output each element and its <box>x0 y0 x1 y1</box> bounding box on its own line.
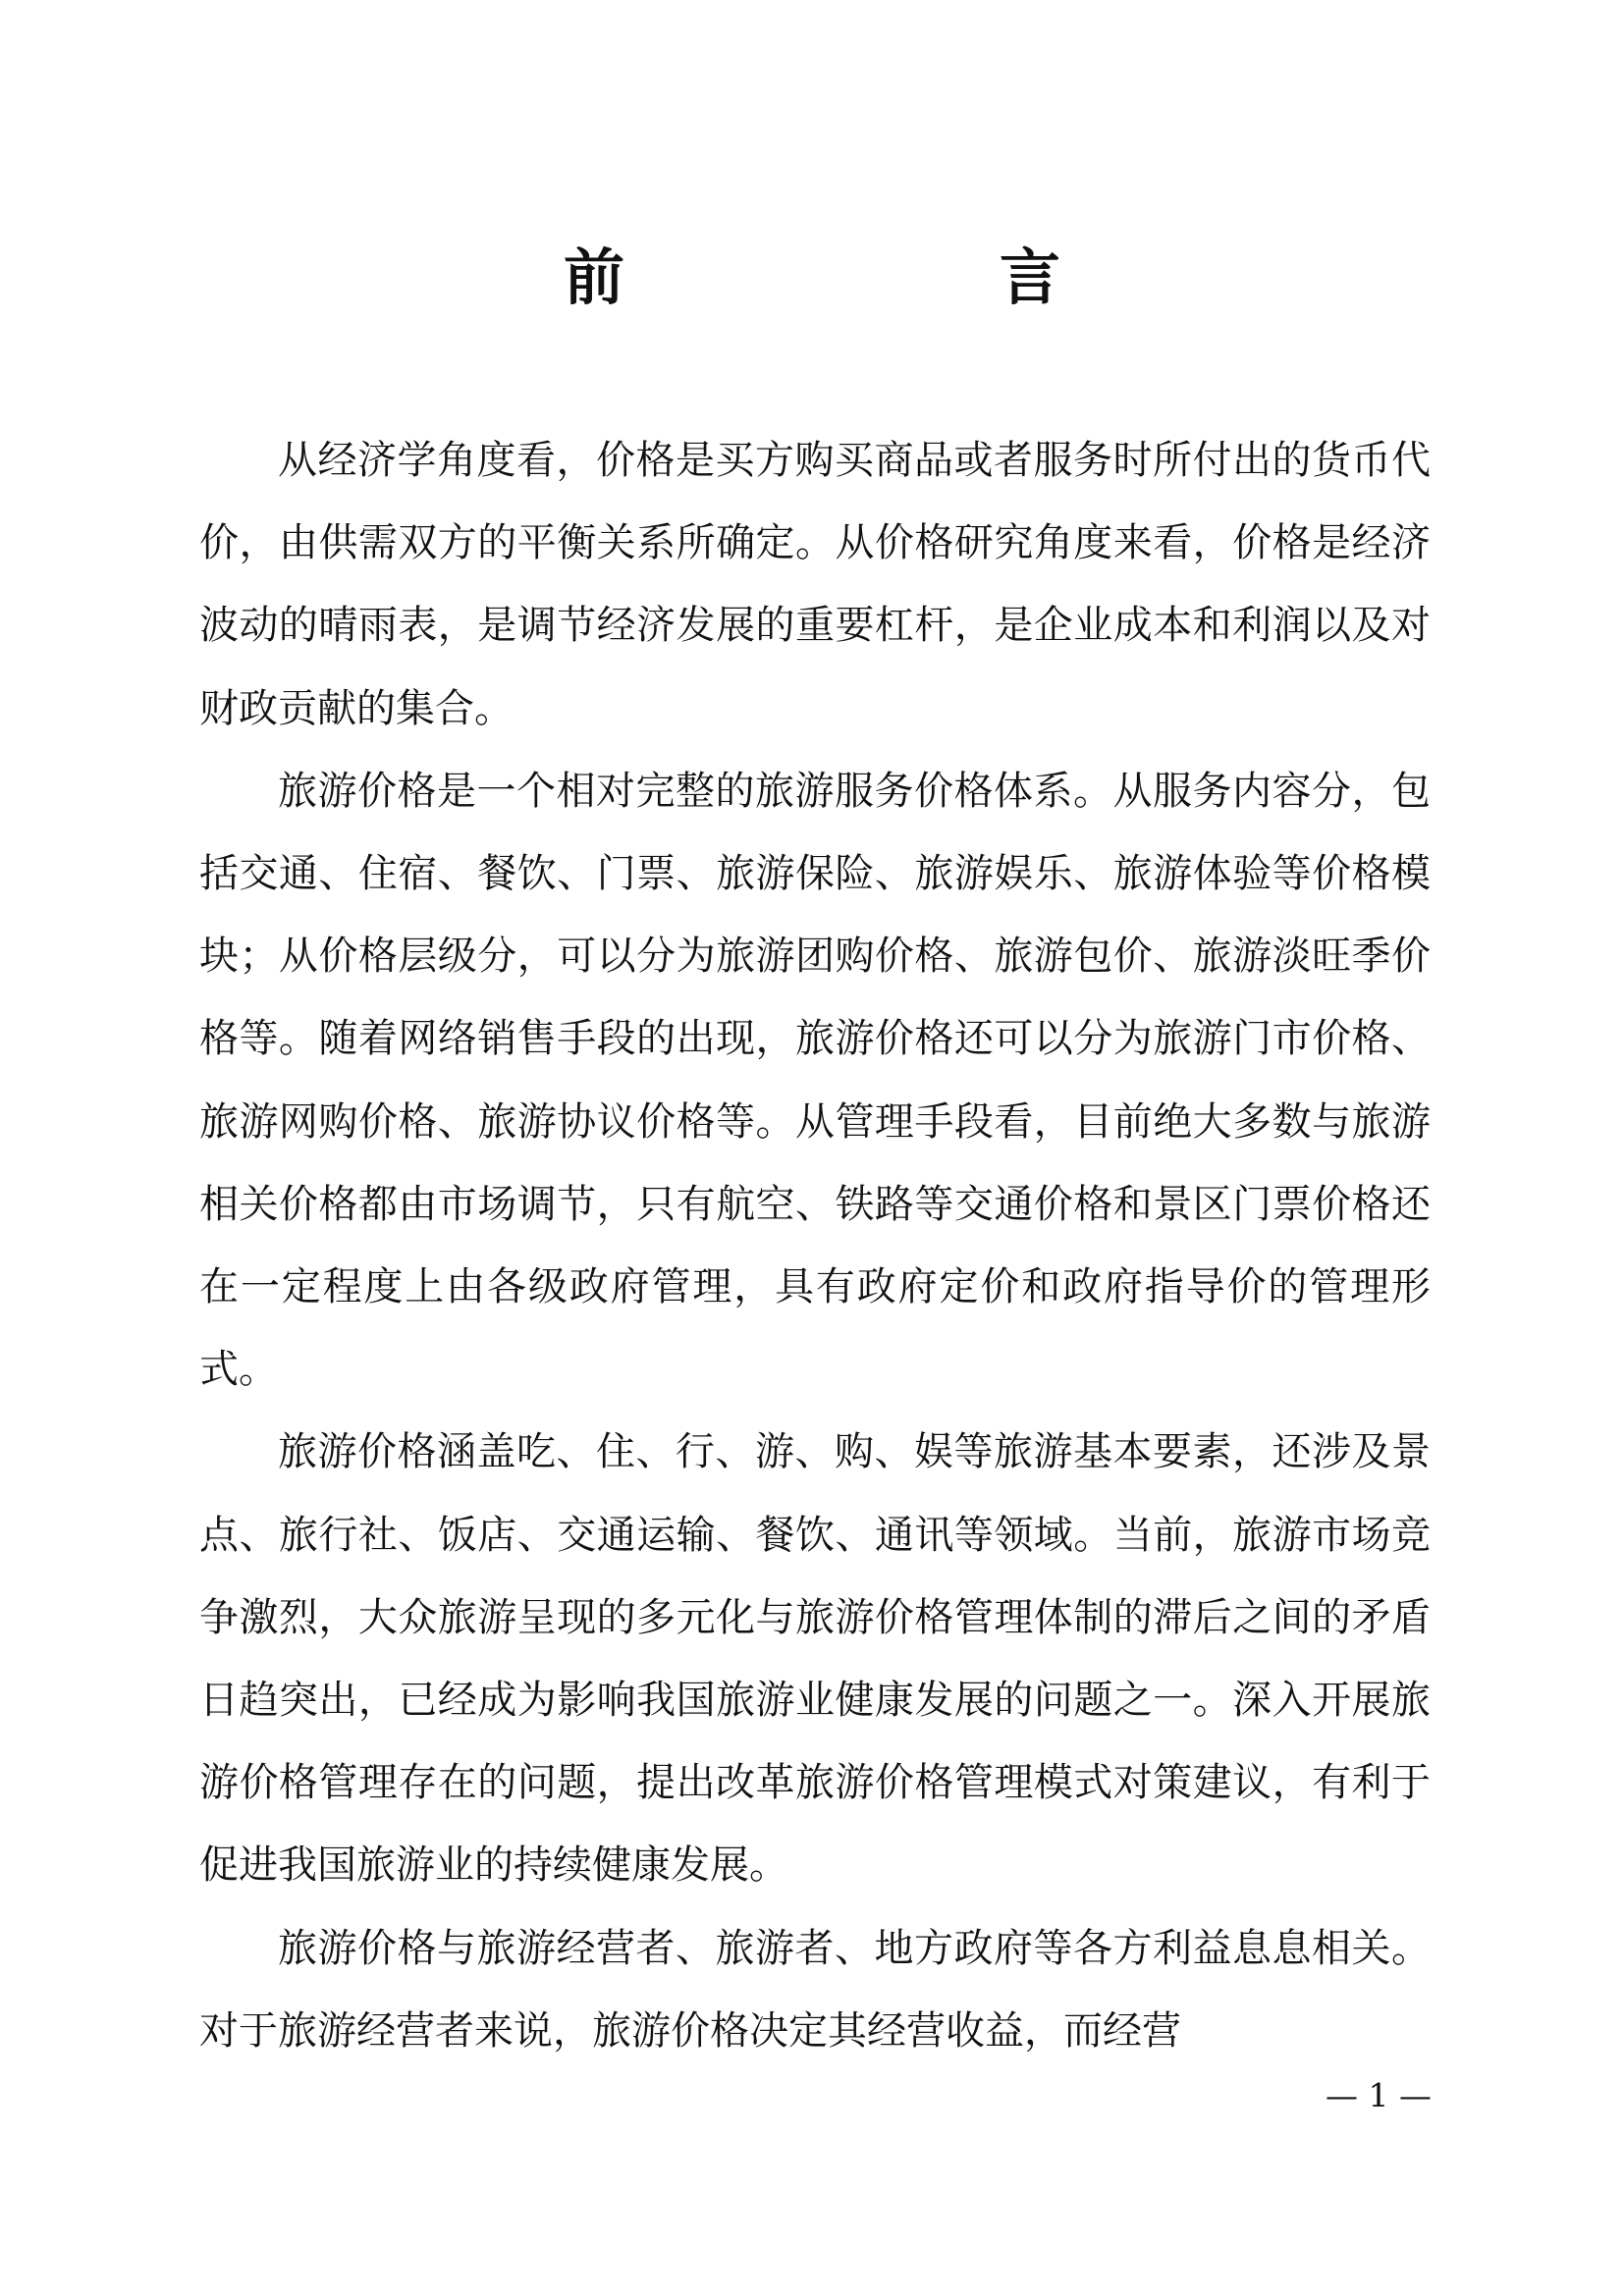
page-number: — 1 — <box>1326 2076 1432 2114</box>
page-title: 前 言 <box>563 240 1218 313</box>
paragraph-economics: 从经济学角度看，价格是买方购买商品或者服务时所付出的货币代价，由供需双方的平衡关系所确定。从价格研究角度来看，价格是经济波动的晴雨表，是调节经济发展的重要杠杆，是企业成本和利润以及对财政贡献的集合。 <box>199 438 1431 731</box>
body-text <box>199 419 1431 2072</box>
paragraph-tourism-price-system: 旅游价格是一个相对完整的旅游服务价格体系。从服务内容分，包括交通、住宿、餐饮、门票、旅游保险、旅游娱乐、旅游体验等价格模块；从价格层级分，可以分为旅游团购价格、旅游包价、旅游淡旺季价格等。随着网络销售手段的出现，旅游价格还可以分为旅游门市价格、旅游网购价格、旅游协议价格等。从管理手段看，目前绝大多数与旅游相关价格都由市场调节，只有航空、铁路等交通价格和景区门票价格还在一定程度上由各级政府管理，具有政府定价和政府指导价的管理形式。 <box>199 768 1431 1393</box>
paragraph-tourism-price-scope: 旅游价格涵盖吃、住、行、游、购、娱等旅游基本要素，还涉及景点、旅行社、饭店、交通运输、餐饮、通讯等领域。当前，旅游市场竞争激烈，大众旅游呈现的多元化与旅游价格管理体制的滞后之间的矛盾日趋突出，已经成为影响我国旅游业健康发展的问题之一。深入开展旅游价格管理存在的问题，提出改革旅游价格管理模式对策建议，有利于促进我国旅游业的持续健康发展。 <box>199 1429 1431 1889</box>
paragraph-stakeholders: 旅游价格与旅游经营者、旅游者、地方政府等各方利益息息相关。对于旅游经营者来说，旅游价格决定其经营收益，而经营 <box>199 1925 1431 2054</box>
